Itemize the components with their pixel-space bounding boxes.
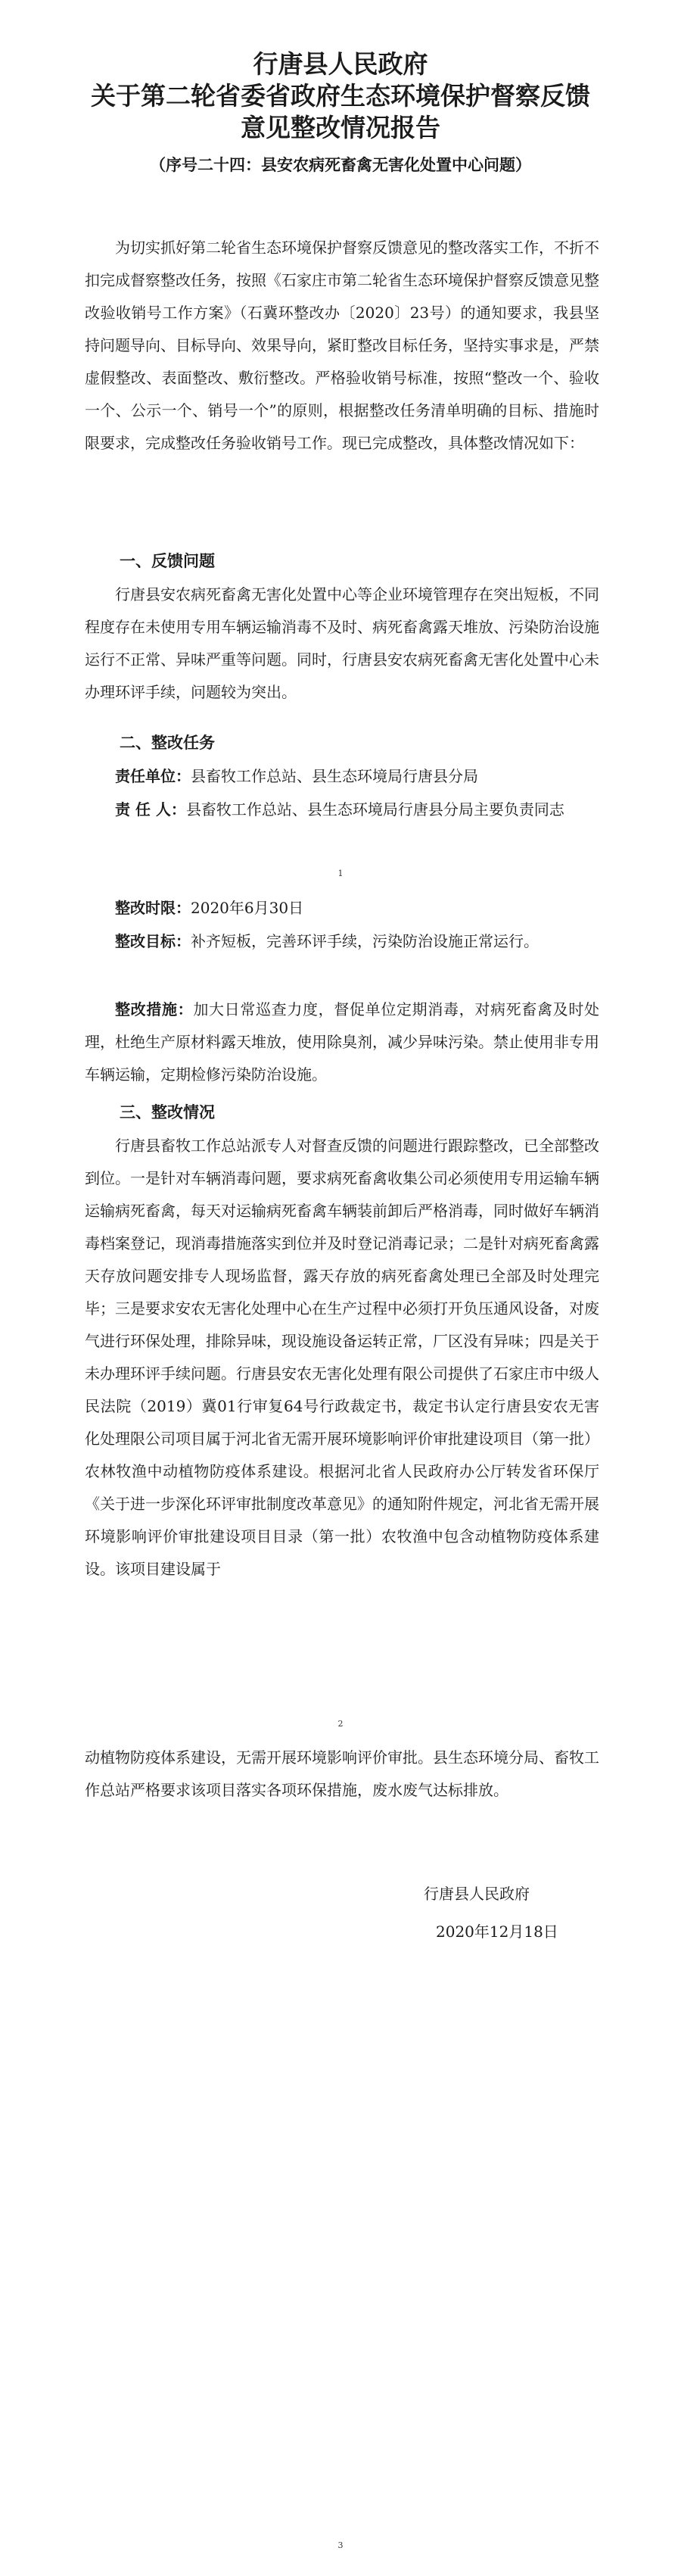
section-3-heading: 三、整改情况: [120, 1103, 215, 1121]
signer: 行唐县人民政府: [424, 1885, 530, 1903]
measures-label: 整改措施：: [115, 1000, 194, 1018]
title-line-3: 意见整改情况报告: [241, 113, 440, 142]
date: 2020年12月18日: [436, 1923, 558, 1941]
responsible-person-value: 县畜牧工作总站、县生态环境局行唐县分局主要负责同志: [185, 800, 564, 819]
responsible-person: [85, 794, 599, 826]
page-number-2: 2: [337, 1719, 344, 1729]
title-line-1: 行唐县人民政府: [253, 49, 428, 79]
title-line-2: 关于第二轮省委省政府生态环境保护督察反馈: [91, 81, 590, 111]
measures: [85, 993, 599, 1091]
responsible-unit-value: 县畜牧工作总站、县生态环境局行唐县分局: [191, 767, 478, 785]
section-3-body-part-2: 动植物防疫体系建设，无需开展环境影响评价审批。县生态环境分局、畜牧工作总站严格要求该项目落实各项环保措施，废水废气达标排放。: [85, 1748, 599, 1799]
section-1-heading: 一、反馈问题: [120, 552, 215, 570]
goal: [85, 925, 599, 958]
goal-label: 整改目标：: [115, 932, 191, 950]
section-2-heading: 二、整改任务: [120, 734, 215, 752]
responsible-person-label: 责 任 人：: [115, 800, 186, 819]
page-number-3: 3: [337, 2540, 344, 2550]
section-3-body-part-1: 行唐县畜牧工作总站派专人对督查反馈的问题进行跟踪整改，已全部整改到位。一是针对车辆消毒问题，要求病死畜禽收集公司必须使用专用运输车辆运输病死畜禽，每天对运输病死畜禽车辆装前卸后严格消毒，同时做好车辆消毒档案登记，现消毒措施落实到位并及时登记消毒记录；二是针对病死畜禽露天存放问题安排专人现场监督，露天存放的病死畜禽处理已全部及时处理完毕；三是要求安农无害化处理中心在生产过程中必须打开负压通风设备，对废气进行环保处理，排除异味，现设施设备运转正常，厂区没有异味；四是关于未办理环评手续问题。行唐县安农无害化处理有限公司提供了石家庄市中级人民法院（2019）冀01行审复64号行政裁定书，裁定书认定行唐县安农无害化处理限公司项目属于河北省无需开展环境影响评价审批建设项目（第一批）农林牧渔中动植物防疫体系建设。根据河北省人民政府办公厅转发省环保厅《关于进一步深化环评审批制度改革意见》的通知附件规定，河北省无需开展环境影响评价审批建设项目目录（第一批）农牧渔中包含动植物防疫体系建设。该项目建设属于: [85, 1137, 599, 1578]
deadline-label: 整改时限：: [115, 899, 191, 917]
measures-value: 加大日常巡查力度，督促单位定期消毒，对病死畜禽及时处理，杜绝生产原材料露天堆放，使用除臭剂，减少异味污染。禁止使用非专用车辆运输，定期检修污染防治设施。: [85, 1000, 600, 1084]
goal-value: 补齐短板，完善环评手续，污染防治设施正常运行。: [191, 932, 539, 950]
deadline-value: 2020年6月30日: [191, 899, 304, 917]
section-1-body: 行唐县安农病死畜禽无害化处置中心等企业环境管理存在突出短板，不同程度存在未使用专用车辆运输消毒不及时、病死畜禽露天堆放、污染防治设施运行不正常、异味严重等问题。同时，行唐县安农病死畜禽无害化处置中心未办理环评手续，问题较为突出。: [85, 585, 599, 701]
deadline: [85, 892, 599, 925]
responsible-unit-label: 责任单位：: [115, 767, 191, 785]
subtitle: （序号二十四：县安农病死畜禽无害化处置中心问题）: [150, 156, 531, 174]
page-number-1: 1: [337, 869, 344, 878]
responsible-unit: [85, 760, 599, 793]
intro-paragraph: 为切实抓好第二轮省生态环境保护督察反馈意见的整改落实工作，不折不扣完成督察整改任务，按照《石家庄市第二轮省生态环境保护督察反馈意见整改验收销号工作方案》（石冀环整改办〔2020〕23号）的通知要求，我县坚持问题导向、目标导向、效果导向，紧盯整改目标任务，坚持实事求是，严禁虚假整改、表面整改、敷衍整改。严格验收销号标准，按照“整改一个、验收一个、公示一个、销号一个”的原则，根据整改任务清单明确的目标、措施时限要求，完成整改任务验收销号工作。现已完成整改，具体整改情况如下：: [85, 239, 599, 452]
